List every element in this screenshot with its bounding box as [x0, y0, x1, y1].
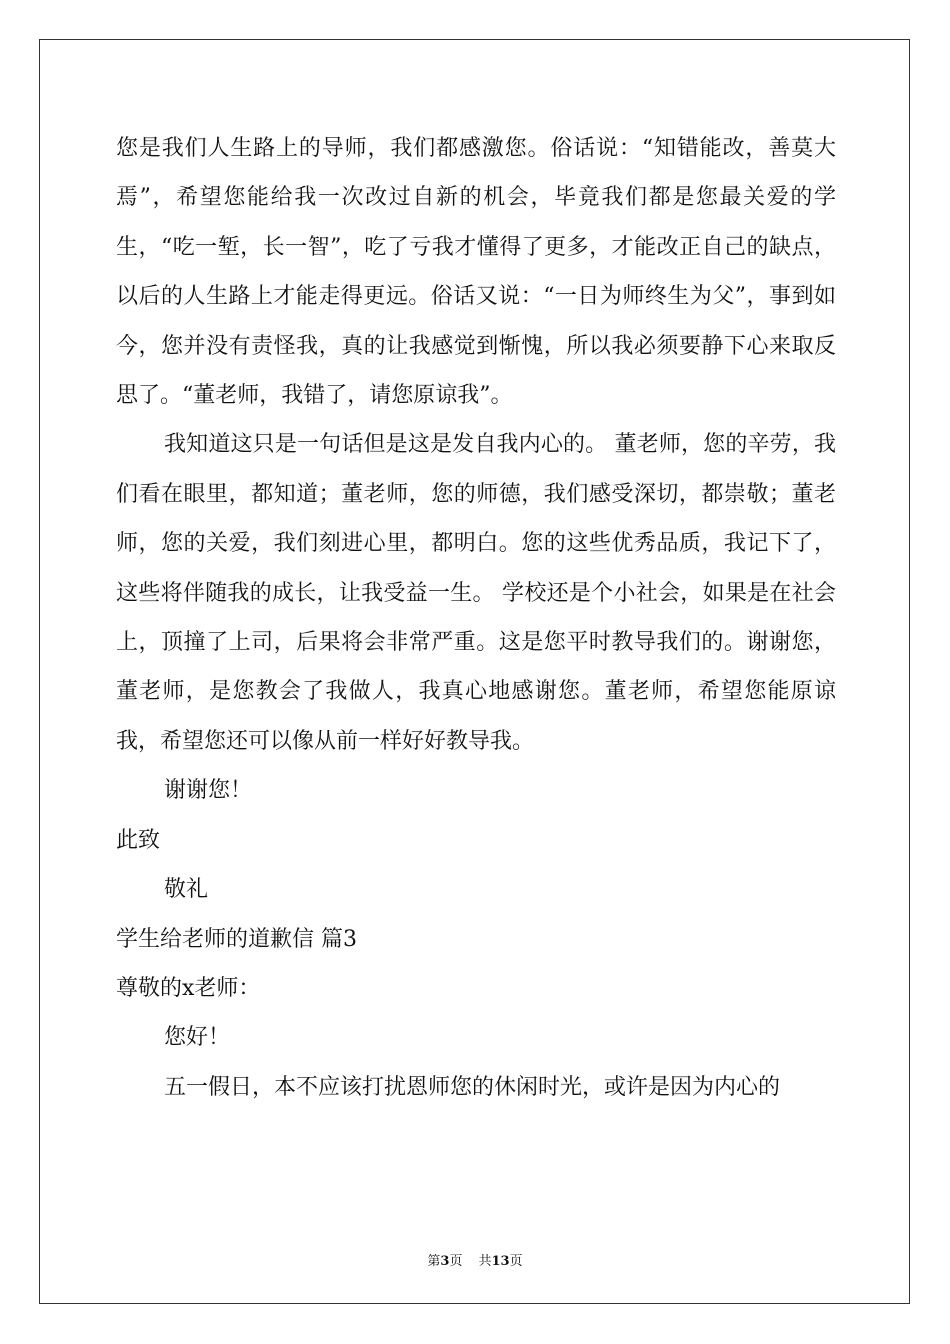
footer-total-prefix: 共 — [478, 1254, 492, 1269]
footer-total-pages: 13 — [491, 1254, 510, 1269]
paragraph-body-start: 五一假日，本不应该打扰恩师您的休闲时光，或许是因为内心的 — [164, 1074, 781, 1100]
letter-greeting: 尊敬的x老师： — [116, 975, 261, 1001]
footer-page-unit: 页 — [449, 1254, 463, 1269]
paragraph-1: 您是我们人生路上的导师，我们都感激您。俗话说：“知错能改，善莫大焉”，希望您能给我一次改过自新的机会，毕竟我们都是您最关爱的学生，“吃一堑，长一智”，吃了亏我才懂得了更多，才能改正自己的缺点，以后的人生路上才能走得更远。俗话又说：“一日为师终生为父”，事到如今，您并没有责怪我，真的让我感觉到惭愧，所以我必须要静下心来取反思了。“董老师，我错了，请您原谅我”。 — [116, 136, 836, 409]
footer-total-unit: 页 — [509, 1254, 523, 1269]
closing-salutation: 此致 — [116, 827, 161, 853]
section-heading: 学生给老师的道歉信 篇3 — [116, 926, 357, 952]
footer-page-prefix: 第 — [427, 1254, 441, 1269]
document-body — [116, 124, 836, 1112]
footer-current-page: 3 — [440, 1254, 450, 1269]
closing-regards: 敬礼 — [164, 877, 209, 903]
paragraph-thanks: 谢谢您！ — [164, 778, 253, 804]
paragraph-2: 我知道这只是一句话但是这是发自我内心的。 董老师，您的辛劳，我们看在眼里，都知道；董老师，您的师德，我们感受深切，都崇敬；董老师，您的关爱，我们刻进心里，都明白。您的这些优秀品质，我记下了，这些将伴随我的成长，让我受益一生。 学校还是个小社会，如果是在社会上，顶撞了上司，后果将会非常严重。这是您平时教导我们的。谢谢您，董老师，是您教会了我做人，我真心地感谢您。董老师，希望您能原谅我，希望您还可以像从前一样好好教导我。 — [116, 432, 836, 754]
page-footer — [0, 1250, 950, 1269]
letter-hello: 您好！ — [164, 1025, 231, 1051]
